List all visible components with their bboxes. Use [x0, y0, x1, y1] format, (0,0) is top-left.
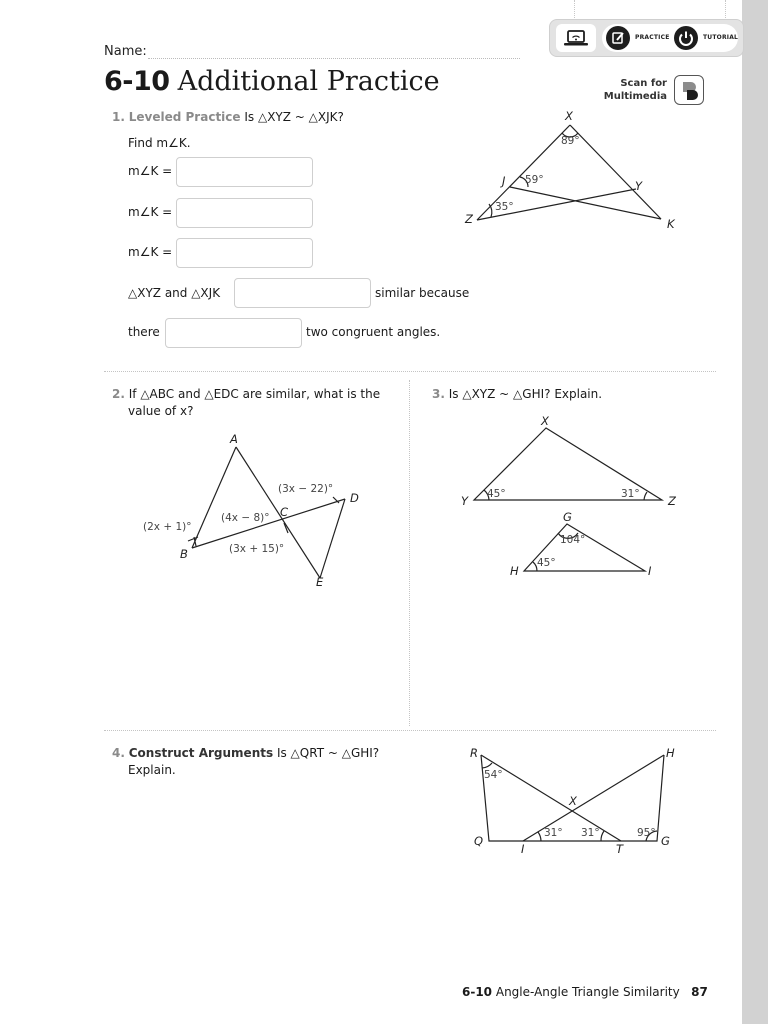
label-H3: H — [510, 564, 519, 578]
problem2-text-2: value of x? — [128, 404, 194, 418]
label-E: E — [316, 575, 324, 589]
problem1-number: 1. — [112, 110, 125, 124]
tutorial-button[interactable]: TUTORIAL — [703, 34, 739, 41]
label-C: C — [280, 505, 289, 519]
lesson-title: Additional Practice — [177, 66, 440, 97]
label-I4: I — [521, 842, 525, 856]
label-X: X — [565, 109, 573, 123]
problem2-number: 2. — [112, 387, 125, 401]
problem1-find: Find m∠K. — [128, 136, 191, 150]
answer-label-3: m∠K = — [128, 245, 173, 259]
page-number: 87 — [691, 985, 708, 999]
name-label: Name: — [104, 44, 147, 59]
angle-t: 31° — [581, 827, 600, 839]
label-G4: G — [661, 834, 670, 848]
label-Y: Y — [635, 179, 643, 193]
label-X4: X — [569, 794, 577, 808]
angle-d: (3x − 22)° — [278, 483, 334, 495]
problem2-text-1: If △ABC and △EDC are similar, what is the — [128, 387, 381, 401]
angle-c-bot: (3x + 15)° — [229, 543, 285, 555]
angle-j: 59° — [525, 174, 544, 186]
angle-y: 45° — [487, 488, 506, 500]
label-K: K — [667, 217, 675, 231]
practice-button[interactable]: PRACTICE — [635, 34, 670, 41]
sentence-part-c: there — [128, 325, 160, 339]
label-A: A — [230, 432, 238, 446]
problem3-text: Is △XYZ ~ △GHI? Explain. — [448, 387, 603, 401]
angle-x: 89° — [561, 135, 580, 147]
lesson-number: 6-10 — [104, 66, 170, 97]
angle-c-top: (4x − 8)° — [221, 512, 270, 524]
problem1-question: Is △XYZ ~ △XJK? — [244, 110, 344, 124]
page-footer — [462, 985, 708, 999]
answer-label-1: m∠K = — [128, 164, 173, 178]
label-G3: G — [563, 510, 572, 524]
problem4-lead: Construct Arguments — [128, 746, 274, 760]
problem1-lead: Leveled Practice — [128, 110, 241, 124]
angle-r: 54° — [484, 769, 503, 781]
label-I3: I — [648, 564, 652, 578]
sentence-part-d: two congruent angles. — [306, 325, 441, 339]
label-B: B — [180, 547, 188, 561]
scan-line1: Scan for — [620, 78, 667, 89]
label-J: J — [502, 174, 506, 188]
sentence-part-b: similar because — [375, 286, 470, 300]
footer-lesson-title: Angle-Angle Triangle Similarity — [495, 985, 680, 999]
angle-g4: 95° — [637, 827, 656, 839]
label-X3: X — [541, 414, 549, 428]
angle-z: 31° — [621, 488, 640, 500]
footer-lesson-number: 6-10 — [462, 985, 493, 999]
scan-line2: Multimedia — [603, 91, 667, 102]
problem4-question: Is △QRT ~ △GHI? — [276, 746, 380, 760]
angle-b: (2x + 1)° — [143, 521, 192, 533]
problem4-explain: Explain. — [128, 763, 176, 777]
label-R: R — [470, 746, 478, 760]
label-D: D — [350, 491, 359, 505]
sentence-part-a: △XYZ and △XJK — [128, 286, 221, 300]
label-Y3: Y — [461, 494, 469, 508]
angle-h: 45° — [537, 557, 556, 569]
problem3-number: 3. — [432, 387, 445, 401]
angle-z: 35° — [495, 201, 514, 213]
problem4-number: 4. — [112, 746, 125, 760]
label-T: T — [616, 842, 624, 856]
label-H4: H — [666, 746, 675, 760]
angle-g: 104° — [560, 534, 586, 546]
angle-i: 31° — [544, 827, 563, 839]
label-Q: Q — [474, 834, 484, 848]
label-Z3: Z — [668, 494, 676, 508]
label-Z: Z — [465, 212, 473, 226]
answer-label-2: m∠K = — [128, 205, 173, 219]
